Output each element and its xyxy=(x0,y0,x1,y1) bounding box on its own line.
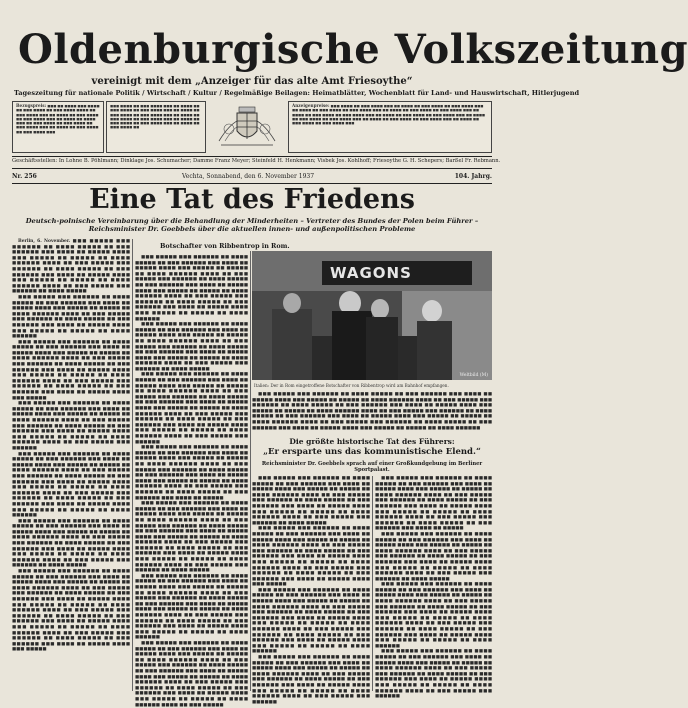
photo-credit: Weltbild (M) xyxy=(459,373,488,378)
ribbentrop-article: ■■■ ■■■■■ ■■■ ■■■■■■ ■■ ■■■■ ■■■■■ ■■ ■■■ ■■■■■■ ■■■ ■■■■ ■■ ■■■■■ ■■■■ ■■■ ■■■■■ ■■ ■■■■■ ■■ ■■■■ ■■■■■■ ■■■■ ■■ ■■■ ■■■■■ ■■■ ■■■■■■ ■■ ■■■■ ■■■■■ ■■ ■■■ ■■■■■■ ■■■ ■■■■ ■■ ■■■■■ ■■■■ ■■■ ■■■■■ ■■ ■■■■■ ■■ ■■■■ ■■■■■■ ■■■■ ■■ ■■■ ■■■■■ ■■■ ■■■■■■ ■■ ■■■■ ■■■■■ ■■ ■■■ ■■■■■■ ■■■ ■■■■ ■■ ■■■■■ ■■■■ ■■■ ■■■■■ ■■ ■■■■■ ■■ ■■■■ ■■■■■■ ■■■■ ■■ ■■■ ■■■■■ ■■■ ■■■■■■ ■■ ■■■■ ■■■■■ ■■ ■■■ ■■■■■■ ■■■ ■■■■ ■■ ■■■■■ ■■■■ ■■■ ■■■■■ ■■ ■■■■■ ■■ ■■■■ ■■■■■■ xyxy=(252,392,492,431)
issue-line xyxy=(12,172,492,182)
main-deck: Deutsch-polnische Vereinbarung über die Behandlung der Minderheiten – Vertreter des Bundes der Polen beim Führer – Reichsminister Dr. Goebbels über die aktuellen innen- und außenpolitischen Probleme xyxy=(25,217,479,233)
second-headline-line1: Die größte historische Tat des Führers: xyxy=(289,437,455,446)
second-headline-line2: „Er ersparte uns das kommunistische Elend.“ xyxy=(263,447,481,457)
article-dateline: Berlin, 6. November. xyxy=(18,239,71,244)
issue-number: Nr. 256 xyxy=(12,173,37,180)
ribbentrop-deck: Botschafter von Ribbentrop in Rom. xyxy=(160,242,290,250)
masthead-title: Oldenburgische Volkszeitung xyxy=(18,26,688,73)
photo-caption: Italien: Der in Rom eingetroffene Botschafter von Ribbentrop wird am Bahnhof empfangen. xyxy=(254,383,449,388)
news-photo xyxy=(252,251,492,380)
article-column-2: ■■■ ■■■■■ ■■■ ■■■■■■ ■■ ■■■■ ■■■■■ ■■ ■■■ ■■■■■■ ■■■ ■■■■ ■■ ■■■■■ ■■■■ ■■■ ■■■■■ ■■ ■■■■■ ■■ ■■■■ ■■■■■■ ■■■■ ■■ ■■■ ■■■■■ ■■■ ■■■■■■ ■■ ■■■■ ■■■■■ ■■ ■■■ ■■■■■■ ■■■ ■■■■ ■■ ■■■■■ ■■■■ ■■■ ■■■■■ ■■ ■■■■■ ■■ ■■■■ ■■■■■■ ■■■■ ■■ ■■■ ■■■■■ ■■■ ■■■■■■ ■■ ■■■■ ■■■■■ ■■ ■■■ ■■■■■■ ■■■ ■■■■ ■■ ■■■■■ ■■■■ ■■■ ■■■■■ ■■ ■■■■■ ■■ ■■■■ ■■■■■■ ■■■ ■■■■■ ■■■ ■■■■■■ ■■ ■■■■ ■■■■■ ■■ ■■■ ■■■■■■ ■■■ ■■■■ ■■ ■■■■■ ■■■■ ■■■ ■■■■■ ■■ ■■■■■ ■■ ■■■■ ■■■■■■ ■■■■ ■■ ■■■ ■■■■■ ■■■ ■■■■■■ ■■ ■■■■ ■■■■■ ■■ ■■■ ■■■■■■ ■■■ ■■■■ ■■ ■■■■■ ■■■■ ■■■ ■■■■■ ■■ ■■■■■ ■■ ■■■■ ■■■■■■ ■■■■ ■■ ■■■ ■■■■■ ■■■ ■■■■■■ ■■ ■■■■ ■■■■■ ■■■ ■■■■■ ■■■ ■■■■■■ ■■ ■■■■ ■■■■■ ■■ ■■■ ■■■■■■ ■■■ ■■■■ ■■ ■■■■■ ■■■■ ■■■ ■■■■■ ■■ ■■■■■ ■■ ■■■■ ■■■■■■ ■■■■ ■■ ■■■ ■■■■■ ■■■ ■■■■■■ ■■ ■■■■ ■■■■■ ■■ ■■■ ■■■■■■ ■■■ ■■■■ ■■ ■■■■■ ■■■■ ■■■ ■■■■■ ■■ ■■■■■ ■■ ■■■■ ■■■■■■ ■■■■ ■■ ■■■ ■■■■■ ■■■ ■■■■■■ ■■ ■■■■ ■■■■■ ■■ ■■■ ■■■■■■ ■■■ ■■■■ ■■ ■■■■■ ■■■■ ■■■ ■■■■■ ■■ ■■■■■ ■■ ■■■■ ■■■■■■ ■■■■ ■■ ■■■ ■■■■■ ■■■ ■■■■■■ ■■■ ■■■■■ ■■■ ■■■■■■ ■■ ■■■■ ■■■■■ ■■ ■■■ ■■■■■■ ■■■ ■■■■ ■■ ■■■■■ ■■■■ ■■■ ■■■■■ ■■ ■■■■■ ■■ ■■■■ ■■■■■■ ■■■■ ■■ ■■■ ■■■■■ ■■■ ■■■■■■ ■■ ■■■■ ■■■■■ ■■ ■■■ ■■■■■■ ■■■ ■■■■ ■■ ■■■■■ ■■■■ ■■■ ■■■■■ ■■ ■■■■■ ■■ ■■■■ ■■■■■■ ■■■■ ■■ ■■■ ■■■■■ ■■■ ■■■■■■ ■■ ■■■■ ■■■■■ ■■ ■■■ ■■■■■■ ■■■ ■■■■ ■■ ■■■■■ ■■■ ■■■■■ ■■■ ■■■■■■ ■■ ■■■■ ■■■■■ ■■ ■■■ ■■■■■■ ■■■ ■■■■ ■■ ■■■■■ ■■■■ ■■■ ■■■■■ ■■ ■■■■■ ■■ ■■■■ ■■■■■■ ■■■■ ■■ ■■■ ■■■■■ ■■■ ■■■■■■ ■■ ■■■■ ■■■■■ ■■ ■■■ ■■■■■■ ■■■ ■■■■ ■■ ■■■■■ ■■■■ ■■■ ■■■■■ ■■ ■■■■■ ■■ ■■■■ ■■■■■■ ■■■■ ■■ ■■■ ■■■■■ ■■■ ■■■■■■ ■■ ■■■■ ■■■■■ ■■ ■■■ ■■■■■■ ■■■ ■■■■ ■■ ■■■■■ ■■■■ ■■■ ■■■■■ ■■ ■■■■■ ■■ ■■■■ ■■■■■■ ■■■■ ■■ ■■■ ■■■■■ ■■■ ■■■■■■ ■■ ■■■■ ■■■■■ ■■■ ■■■■■ ■■■ ■■■■■■ ■■ ■■■■ ■■■■■ ■■ ■■■ ■■■■■■ ■■■ ■■■■ ■■ ■■■■■ ■■■■ ■■■ ■■■■■ ■■ ■■■■■ ■■ ■■■■ ■■■■■■ ■■■■ ■■ ■■■ ■■■■■ ■■■ ■■■■■■ ■■ ■■■■ ■■■■■ ■■ ■■■ ■■■■■■ ■■■ ■■■■ ■■ ■■■■■ ■■■■ ■■■ ■■■■■ ■■ ■■■■■ ■■ ■■■■ ■■■■■■ ■■■■ ■■ ■■■ ■■■■■ ■■■ ■■■■■■ ■■ ■■■■ ■■■■■ ■■ ■■■ ■■■■■■ ■■■ ■■■■ ■■ ■■■■■ ■■■■ ■■■ ■■■■■ ■■ ■■■■■ ■■ ■■■■ ■■■■■■ ■■■ ■■■■■ ■■■ ■■■■■■ ■■ ■■■■ ■■■■■ ■■ ■■■ ■■■■■■ ■■■ ■■■■ ■■ ■■■■■ ■■■■ ■■■ ■■■■■ ■■ ■■■■■ ■■ ■■■■ ■■■■■■ ■■■■ ■■ ■■■ ■■■■■ ■■■ ■■■■■■ ■■ ■■■■ ■■■■■ ■■ ■■■ ■■■■■■ ■■■ ■■■■ ■■ ■■■■■ ■■■■ ■■■ ■■■■■ ■■ ■■■■■ ■■ ■■■■ ■■■■■■ ■■■■ ■■ ■■■ ■■■■■ ■■■ ■■■■■■ ■■ ■■■■ ■■■■■ ■■ ■■■ ■■■■■■ ■■■ ■■■■ ■■ ■■■■■ ■■■■ ■■■ ■■■■■ ■■ ■■■■■ ■■ ■■■■ ■■■■■■ ■■■■ ■■ ■■■ ■■■■■ xyxy=(135,255,248,708)
masthead-subtitle: vereinigt mit dem „Anzeiger für das alte Amt Friesoythe“ xyxy=(91,76,413,87)
issue-date: Vechta, Sonnabend, den 6. November 1937 xyxy=(182,173,315,180)
column-divider-2 xyxy=(250,251,251,691)
goebbels-column-2: ■■■ ■■■■■ ■■■ ■■■■■■ ■■ ■■■■ ■■■■■ ■■ ■■■ ■■■■■■ ■■■ ■■■■ ■■ ■■■■■ ■■■■ ■■■ ■■■■■ ■■ ■■■■■ ■■ ■■■■ ■■■■■■ ■■■■ ■■ ■■■ ■■■■■ ■■■ ■■■■■■ ■■ ■■■■ ■■■■■ ■■ ■■■ ■■■■■■ ■■■ ■■■■ ■■ ■■■■■ ■■■■ ■■■ ■■■■■ ■■ ■■■■■ ■■ ■■■■ ■■■■■■ ■■■■ ■■ ■■■ ■■■■■ ■■■ ■■■■■■ ■■ ■■■■ ■■■■■ ■■ ■■■ ■■■■■■ ■■■ ■■■■ ■■ ■■■■■ ■■■ ■■■■■ ■■■ ■■■■■■ ■■ ■■■■ ■■■■■ ■■ ■■■ ■■■■■■ ■■■ ■■■■ ■■ ■■■■■ ■■■■ ■■■ ■■■■■ ■■ ■■■■■ ■■ ■■■■ ■■■■■■ ■■■■ ■■ ■■■ ■■■■■ ■■■ ■■■■■■ ■■ ■■■■ ■■■■■ ■■ ■■■ ■■■■■■ ■■■ ■■■■ ■■ ■■■■■ ■■■■ ■■■ ■■■■■ ■■ ■■■■■ ■■ ■■■■ ■■■■■■ ■■■■ ■■ ■■■ ■■■■■ ■■■ ■■■■■■ ■■ ■■■■ ■■■■■ ■■■ ■■■■■ ■■■ ■■■■■■ ■■ ■■■■ ■■■■■ ■■ ■■■ ■■■■■■ ■■■ ■■■■ ■■ ■■■■■ ■■■■ ■■■ ■■■■■ ■■ ■■■■■ ■■ ■■■■ ■■■■■■ ■■■■ ■■ ■■■ ■■■■■ ■■■ ■■■■■■ ■■ ■■■■ ■■■■■ ■■ ■■■ ■■■■■■ ■■■ ■■■■ ■■ ■■■■■ ■■■■ ■■■ ■■■■■ ■■ ■■■■■ ■■ ■■■■ ■■■■■■ ■■■■ ■■ ■■■ ■■■■■ ■■■ ■■■■■■ ■■ ■■■■ ■■■■■ ■■ ■■■ ■■■■■■ ■■■ ■■■■ ■■ ■■■■■ ■■■■ ■■■ ■■■■■ ■■ ■■■■■ ■■ ■■■■ ■■■■■■ ■■■ ■■■■■ ■■■ ■■■■■■ ■■ ■■■■ ■■■■■ ■■ ■■■ ■■■■■■ ■■■ ■■■■ ■■ ■■■■■ ■■■■ ■■■ ■■■■■ ■■ ■■■■■ ■■ ■■■■ ■■■■■■ ■■■■ ■■ ■■■ ■■■■■ ■■■ ■■■■■■ ■■ ■■■■ ■■■■■ ■■ ■■■ ■■■■■■ ■■■ ■■■■ ■■ ■■■■■ ■■■■ ■■■ ■■■■■ ■■ ■■■■■ ■■ ■■■■ ■■■■■■ ■■■■ ■■ ■■■ ■■■■■ ■■■ ■■■■■■ xyxy=(375,476,492,700)
rule-mid xyxy=(12,168,492,169)
second-deck: Reichsminister Dr. Goebbels sprach auf einer Großkundgebung im Berliner Sportpalast. xyxy=(261,461,483,473)
branch-offices: Geschäftsstellen: In Lohne B. Pöhlmann; Dinklage Jos. Schumacher; Damme Franz Meyer; Steinfeld H. Henkmann; Visbek Jos. Kohlhoff; Friesoythe G. H. Schepers; Barßel Fr. Rebmann. xyxy=(12,158,501,164)
second-headline xyxy=(250,437,494,457)
issue-year: 104. Jahrg. xyxy=(454,173,492,180)
column-divider-1 xyxy=(132,239,133,691)
advertising-box-right: Anzeigenpreise: ■■■ ■■■■ ■■ ■■■ ■■■■ ■■■ ■■ ■■■■ ■■ ■■■ ■■■■ ■■ ■■■ ■■■■ ■■■ ■■ ■■■■ ■■ ■■■ ■■■■ ■■ ■■■ ■■■■ ■■■ ■■ ■■■■ ■■ ■■■ ■■■■ ■■ ■■■ ■■■■ ■■■ ■■ ■■■■ ■■ ■■■ ■■■■ ■■ ■■■ ■■■■ ■■■ ■■ ■■■■ ■■ ■■■ ■■■■ ■■ ■■■ ■■■■ ■■■ ■■ ■■■■ ■■ ■■■ ■■■■ ■■ ■■■ ■■■■ ■■■ ■■ ■■■■ ■■ ■■■ ■■■■ ■■ ■■■ ■■■■ ■■■ ■■ ■■■■ ■■ ■■■ ■■■■ ■■ ■■■ ■■■■ ■■■ xyxy=(288,101,492,153)
masthead-tagline: Tageszeitung für nationale Politik / Wirtschaft / Kultur / Regelmäßige Beilagen: Heimatblätter, Wochenblatt für Land- und Hauswirtschaft, Hitlerjugend xyxy=(14,89,580,97)
main-headline: Eine Tat des Friedens xyxy=(89,184,415,215)
article-column-1: Berlin, 6. November. ■■■ ■■■■■ ■■■ ■■■■■■ ■■ ■■■■ ■■■■■ ■■ ■■■ ■■■■■■ ■■■ ■■■■ ■■ ■■■■■ ■■■■ ■■■ ■■■■■ ■■ ■■■■■ ■■ ■■■■ ■■■■■■ ■■■■ ■■ ■■■ ■■■■■ ■■■ ■■■■■■ ■■ ■■■■ ■■■■■ ■■ ■■■ ■■■■■■ ■■■ ■■■■ ■■ ■■■■■ ■■■■ ■■■ ■■■■■ ■■ ■■■■■ ■■ ■■■■ ■■■■■■ ■■■■ ■■ ■■■ ■■■■■ ■■■ ■■■■■■ ■■ ■■■■ ■■■■■ ■■■ ■■■■■ ■■■ ■■■■■■ ■■ ■■■■ ■■■■■ ■■ ■■■ ■■■■■■ ■■■ ■■■■ ■■ ■■■■■ ■■■■ ■■■ ■■■■■ ■■ ■■■■■ ■■ ■■■■ ■■■■■■ ■■■■ ■■ ■■■ ■■■■■ ■■■ ■■■■■■ ■■ ■■■■ ■■■■■ ■■ ■■■ ■■■■■■ ■■■ ■■■■ ■■ ■■■■■ ■■■■ ■■■ ■■■■■ ■■ ■■■■■ ■■ ■■■■ ■■■■■■ ■■■ ■■■■■ ■■■ ■■■■■■ ■■ ■■■■ ■■■■■ ■■ ■■■ ■■■■■■ ■■■ ■■■■ ■■ ■■■■■ ■■■■ ■■■ ■■■■■ ■■ ■■■■■ ■■ ■■■■ ■■■■■■ ■■■■ ■■ ■■■ ■■■■■ ■■■ ■■■■■■ ■■ ■■■■ ■■■■■ ■■ ■■■ ■■■■■■ ■■■ ■■■■ ■■ ■■■■■ ■■■■ ■■■ ■■■■■ ■■ ■■■■■ ■■ ■■■■ ■■■■■■ ■■■■ ■■ ■■■ ■■■■■ ■■■ ■■■■■■ ■■ ■■■■ ■■■■■ ■■ ■■■ ■■■■■■ ■■■ ■■■■ ■■ ■■■■■ ■■■■ ■■■ ■■■■■ ■■■ ■■■■■ ■■■ ■■■■■■ ■■ ■■■■ ■■■■■ ■■ ■■■ ■■■■■■ ■■■ ■■■■ ■■ ■■■■■ ■■■■ ■■■ ■■■■■ ■■ ■■■■■ ■■ ■■■■ ■■■■■■ ■■■■ ■■ ■■■ ■■■■■ ■■■ ■■■■■■ ■■ ■■■■ ■■■■■ ■■ ■■■ ■■■■■■ ■■■ ■■■■ ■■ ■■■■■ ■■■■ ■■■ ■■■■■ ■■ ■■■■■ ■■ ■■■■ ■■■■■■ ■■■■ ■■ ■■■ ■■■■■ ■■■ ■■■■■■ ■■■ ■■■■■ ■■■ ■■■■■■ ■■ ■■■■ ■■■■■ ■■ ■■■ ■■■■■■ ■■■ ■■■■ ■■ ■■■■■ ■■■■ ■■■ ■■■■■ ■■ ■■■■■ ■■ ■■■■ ■■■■■■ ■■■■ ■■ ■■■ ■■■■■ ■■■ ■■■■■■ ■■ ■■■■ ■■■■■ ■■ ■■■ ■■■■■■ ■■■ ■■■■ ■■ ■■■■■ ■■■■ ■■■ ■■■■■ ■■ ■■■■■ ■■ ■■■■ ■■■■■■ ■■■■ ■■ ■■■ ■■■■■ ■■■ ■■■■■■ ■■ ■■■■ ■■■■■ ■■ ■■■ ■■■■■■ ■■■ ■■■■ ■■ ■■■■■ ■■■■ ■■■ ■■■■■ ■■ ■■■■■ ■■ ■■■■ ■■■■■■ ■■■ ■■■■■ ■■■ ■■■■■■ ■■ ■■■■ ■■■■■ ■■ ■■■ ■■■■■■ ■■■ ■■■■ ■■ ■■■■■ ■■■■ ■■■ ■■■■■ ■■ ■■■■■ ■■ ■■■■ ■■■■■■ ■■■■ ■■ ■■■ ■■■■■ ■■■ ■■■■■■ ■■ ■■■■ ■■■■■ ■■ ■■■ ■■■■■■ ■■■ ■■■■ ■■ ■■■■■ ■■■■ ■■■ ■■■■■ ■■ ■■■■■ ■■ ■■■■ ■■■■■■ ■■■■ ■■ ■■■ ■■■■■ ■■■ ■■■■■■ ■■ ■■■■ ■■■■■ ■■■ ■■■■■ ■■■ ■■■■■■ ■■ ■■■■ ■■■■■ ■■ ■■■ ■■■■■■ ■■■ ■■■■ ■■ ■■■■■ ■■■■ ■■■ ■■■■■ ■■ ■■■■■ ■■ ■■■■ ■■■■■■ ■■■■ ■■ ■■■ ■■■■■ ■■■ ■■■■■■ ■■ ■■■■ ■■■■■ ■■ ■■■ ■■■■■■ ■■■ ■■■■ ■■ ■■■■■ ■■■■ ■■■ ■■■■■ ■■ ■■■■■ ■■ ■■■■ ■■■■■■ ■■■■ ■■ ■■■ ■■■■■ ■■■ ■■■■■■ ■■ ■■■■ ■■■■■ ■■ ■■■ ■■■■■■ ■■■ ■■■■ ■■ ■■■■■ ■■■■ ■■■ ■■■■■ ■■ ■■■■■ ■■ ■■■■ ■■■■■■ ■■■■ ■■ ■■■ ■■■■■ ■■■ ■■■■■■ ■■ ■■■■ ■■■■■ ■■ ■■■ ■■■■■■ ■■■ ■■■■ ■■ ■■■■■ ■■■■ ■■■ ■■■■■ xyxy=(12,239,130,653)
photo-sign: WAGONS xyxy=(330,264,412,282)
rule-top xyxy=(12,156,492,157)
coat-of-arms-icon xyxy=(211,101,283,153)
goebbels-column-1: ■■■ ■■■■■ ■■■ ■■■■■■ ■■ ■■■■ ■■■■■ ■■ ■■■ ■■■■■■ ■■■ ■■■■ ■■ ■■■■■ ■■■■ ■■■ ■■■■■ ■■ ■■■■■ ■■ ■■■■ ■■■■■■ ■■■■ ■■ ■■■ ■■■■■ ■■■ ■■■■■■ ■■ ■■■■ ■■■■■ ■■ ■■■ ■■■■■■ ■■■ ■■■■ ■■ ■■■■■ ■■■■ ■■■ ■■■■■ ■■ ■■■■■ ■■ ■■■■ ■■■■■■ ■■■■ ■■ ■■■ ■■■■■ ■■■ ■■■■■■ ■■ ■■■■ ■■■■■ ■■■ ■■■■■ ■■■ ■■■■■■ ■■ ■■■■ ■■■■■ ■■ ■■■ ■■■■■■ ■■■ ■■■■ ■■ ■■■■■ ■■■■ ■■■ ■■■■■ ■■ ■■■■■ ■■ ■■■■ ■■■■■■ ■■■■ ■■ ■■■ ■■■■■ ■■■ ■■■■■■ ■■ ■■■■ ■■■■■ ■■ ■■■ ■■■■■■ ■■■ ■■■■ ■■ ■■■■■ ■■■■ ■■■ ■■■■■ ■■ ■■■■■ ■■ ■■■■ ■■■■■■ ■■■■ ■■ ■■■ ■■■■■ ■■■ ■■■■■■ ■■ ■■■■ ■■■■■ ■■ ■■■ ■■■■■■ ■■■ ■■■■ ■■ ■■■■■ ■■■■ ■■■ ■■■■■ ■■■ ■■■■■ ■■■ ■■■■■■ ■■ ■■■■ ■■■■■ ■■ ■■■ ■■■■■■ ■■■ ■■■■ ■■ ■■■■■ ■■■■ ■■■ ■■■■■ ■■ ■■■■■ ■■ ■■■■ ■■■■■■ ■■■■ ■■ ■■■ ■■■■■ ■■■ ■■■■■■ ■■ ■■■■ ■■■■■ ■■ ■■■ ■■■■■■ ■■■ ■■■■ ■■ ■■■■■ ■■■■ ■■■ ■■■■■ ■■ ■■■■■ ■■ ■■■■ ■■■■■■ ■■■■ ■■ ■■■ ■■■■■ ■■■ ■■■■■■ ■■ ■■■■ ■■■■■ ■■ ■■■ ■■■■■■ ■■■ ■■■■ ■■ ■■■■■ ■■■■ ■■■ ■■■■■ ■■ ■■■■■ ■■ ■■■■ ■■■■■■ ■■■ ■■■■■ ■■■ ■■■■■■ ■■ ■■■■ ■■■■■ ■■ ■■■ ■■■■■■ ■■■ ■■■■ ■■ ■■■■■ ■■■■ ■■■ ■■■■■ ■■ ■■■■■ ■■ ■■■■ ■■■■■■ ■■■■ ■■ ■■■ ■■■■■ ■■■ ■■■■■■ ■■ ■■■■ ■■■■■ ■■ ■■■ ■■■■■■ ■■■ ■■■■ ■■ ■■■■■ ■■■■ ■■■ ■■■■■ ■■ ■■■■■ ■■ ■■■■ ■■■■■■ ■■■■ ■■ ■■■ ■■■■■ ■■■ ■■■■■■ xyxy=(252,476,370,705)
masthead-info-row xyxy=(12,101,492,155)
subscription-box-mid: ■■■ ■■■■ ■■ ■■■ ■■■■ ■■■ ■■ ■■■■ ■■ ■■■ ■■■■ ■■ ■■■ ■■■■ ■■■ ■■ ■■■■ ■■ ■■■ ■■■■ ■■ ■■■ ■■■■ ■■■ ■■ ■■■■ ■■ ■■■ ■■■■ ■■ ■■■ ■■■■ ■■■ ■■ ■■■■ ■■ ■■■ ■■■■ ■■ ■■■ ■■■■ ■■■ ■■ ■■■■ ■■ ■■■ ■■■■ ■■ xyxy=(106,101,206,153)
column-divider-3 xyxy=(372,476,373,691)
subscription-box-left: Bezugspreis: ■■■ ■■ ■■■■ ■■■ ■■■■ ■■ ■■■ ■■■■ ■■ ■■■ ■■■■ ■■■■ ■■ ■■■ ■■■■ ■■■ ■■ ■■■■ ■■ ■■■ ■■■■ ■■ ■■■ ■■■■ ■■■ ■■ ■■■■ ■■ ■■■■ ■■■ ■■ ■■■ ■■■■ ■■ ■■■ ■■■■ ■■ ■■■ ■■■■ ■■■ ■■ ■■■■ ■■ ■■■ ■■■■ ■■ ■■■ ■■■■ ■■■ xyxy=(12,101,104,153)
